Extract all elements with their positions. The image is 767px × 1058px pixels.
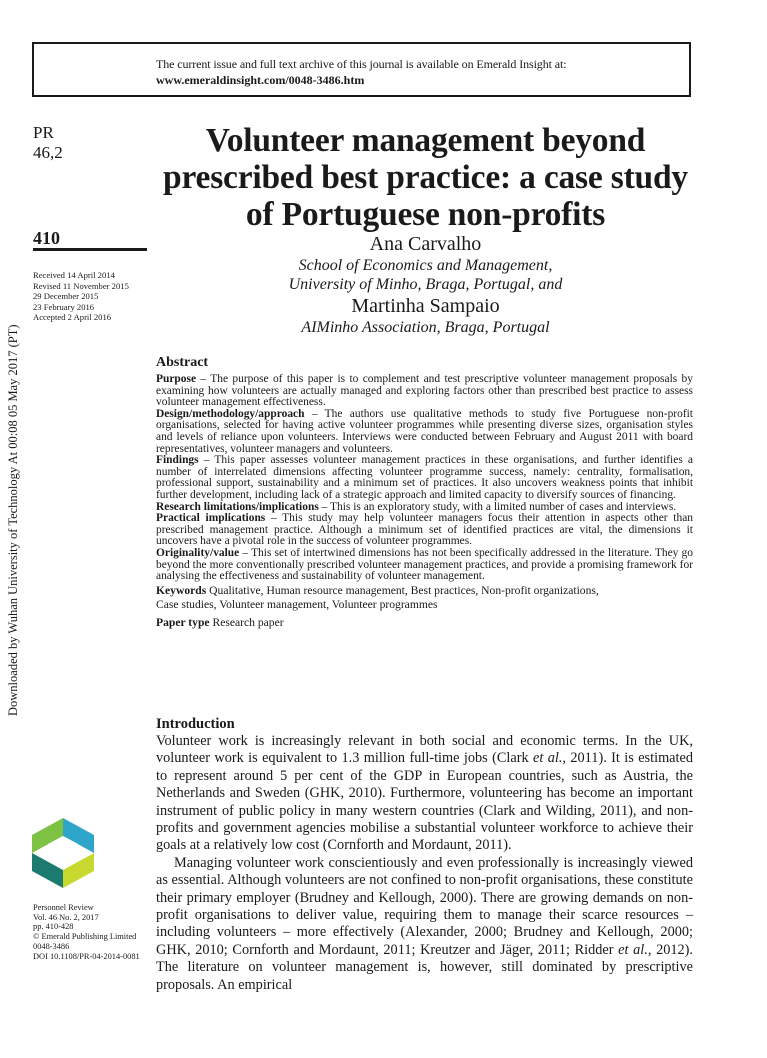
- purpose-label: Purpose: [156, 373, 197, 385]
- intro-p1-text-b: , 2011). It is estimated to represent around 5 per cent of the GDP in European countries, such as Austria, the Netherlands and Sweden (GHK, 2010). Furthermore, volunteering has become an important instrument of public policy in many western countries (Clark and Wilding, 2011), and non-profits and government agencies mobilise a substantial volunteer workforce to achieve their goals at a relatively low cost (Cornforth and Mordaunt, 2011).: [156, 750, 693, 854]
- intro-p2-text-a: Managing volunteer work conscientiously and even professionally is increasingly viewed as essential. Although volunteers are not confined to non-profit organisations, these constitute their primary employer (Brudney and Kellough, 2000). There are growing demands on non-profit organisations to deliver value, requiring them to manage their scarce resources – including volunteers – more effectively (Alexander, 2000; Brudney and Kellough, 2000; GHK, 2010; Cornforth and Mordaunt, 2011; Kreutzer and Jäger, 2011; Ridder: [156, 854, 693, 958]
- introduction-section: [156, 715, 693, 994]
- originality-text: – This set of intertwined dimensions has not been specifically addressed in the literature. They go beyond the more conventionally prescribed volunteer management practices, and provide a promising framework for analysing the effectiveness and sustainability of volunteer management.: [156, 546, 693, 583]
- meta-pages: pp. 410-428: [33, 922, 74, 932]
- findings-label: Findings: [156, 454, 199, 467]
- paper-type-label: Paper type: [156, 616, 210, 630]
- meta-journal-name: Personnel Review: [33, 903, 94, 912]
- keywords-line-1: Qualitative, Human resource management, Best practices, Non-profit organizations,: [206, 583, 599, 597]
- journal-meta: [33, 903, 140, 961]
- purpose-text: – The purpose of this paper is to complement and test prescriptive volunteer management proposals by examining how volunteers are actually managed and exploring factors other than prescribed best practice to assess volunteer management effectiveness.: [156, 373, 693, 409]
- intro-paragraph-1: [156, 733, 693, 855]
- keywords-line-2: Case studies, Volunteer management, Volunteer programmes: [156, 597, 438, 611]
- publisher-logo-icon: [32, 818, 94, 888]
- date-revised-2: 29 December 2015: [33, 291, 99, 301]
- meta-doi: DOI 10.1108/PR-04-2014-0081: [33, 951, 140, 961]
- intro-p2-etal: et al.: [618, 941, 648, 958]
- date-accepted: Accepted 2 April 2016: [33, 312, 112, 322]
- date-revised-3: 23 February 2016: [33, 301, 95, 312]
- design-text: – The authors use qualitative methods to study five Portuguese non-profit organisations, selected for having active volunteer programmes while presenting diverse sizes, organisation styles and levels of reliance upon volunteers. Interviews were conducted between February and August 2011 with board representatives, volunteer managers and volunteers.: [156, 407, 693, 455]
- abstract-practical: [156, 513, 693, 548]
- author-name-1: Ana Carvalho: [369, 233, 482, 255]
- intro-p2-text-b: , 2012). The literature on volunteer management is, however, still dominated by prescriptive proposals. An empirical: [156, 941, 694, 993]
- keywords-label: Keywords: [156, 583, 207, 597]
- journal-volume: 46,2: [33, 143, 63, 162]
- abstract-design: [156, 409, 693, 455]
- intro-paragraph-2: [156, 855, 693, 994]
- access-notice: The current issue and full text archive of this journal is available on Emerald Insight at:: [156, 57, 567, 71]
- paper-type-value: Research paper: [209, 616, 284, 630]
- submission-dates: [33, 270, 129, 323]
- date-received: Received 14 April 2014: [33, 270, 115, 280]
- download-watermark: Downloaded by Wuhan University of Technology At 00:08 05 May 2017 (PT): [6, 324, 20, 716]
- author-affiliation-1b: University of Minho, Braga, Portugal, and: [288, 276, 563, 293]
- intro-p1-etal: et al.: [533, 750, 563, 767]
- findings-text: – This paper assesses volunteer management practices in these organisations, and further identifies a number of interrelated dimensions affecting volunteer programme success, namely: centrality, formalisation, professional support, sustainability and a minimum set of practices. It also uncovers weakness points that inhibit further development, including lack of a strategic approach and limited capacity to diversify sources of financing.: [156, 454, 693, 501]
- limitations-label: Research limitations/implications: [156, 500, 319, 513]
- abstract-section: [156, 354, 693, 630]
- author-affiliation-1a: School of Economics and Management,: [298, 257, 553, 274]
- page-number: 410: [33, 228, 60, 248]
- introduction-heading: Introduction: [156, 716, 235, 732]
- journal-url-link[interactable]: www.emeraldinsight.com/0048-3486.htm: [156, 73, 365, 87]
- design-label: Design/methodology/approach: [156, 407, 305, 420]
- article-title: Volunteer management beyond prescribed best practice: a case study of Portuguese non-profits: [163, 122, 688, 233]
- date-revised: Revised 11 November 2015: [33, 280, 129, 291]
- journal-code-block: [33, 123, 63, 163]
- limitations-text: – This is an exploratory study, with a limited number of cases and interviews.: [318, 500, 677, 513]
- journal-access-box: [32, 42, 691, 97]
- keywords: [156, 584, 693, 613]
- abstract-findings: [156, 455, 693, 501]
- originality-label: Originality/value: [156, 546, 240, 559]
- intro-p1-text-a: Volunteer work is increasingly relevant in both social and economic terms. In the UK, volunteer work is equivalent to 1.3 million full-time jobs (Clark: [156, 733, 693, 767]
- meta-issn: 0048-3486: [33, 941, 70, 951]
- abstract-heading: Abstract: [156, 355, 209, 370]
- paper-type: [156, 616, 693, 630]
- author-block: [160, 232, 691, 337]
- author-affiliation-2: AIMinho Association, Braga, Portugal: [301, 319, 550, 336]
- journal-code: PR: [33, 123, 54, 142]
- page-number-rule: [33, 248, 147, 251]
- abstract-originality: [156, 548, 693, 583]
- meta-volume: Vol. 46 No. 2, 2017: [33, 912, 99, 922]
- abstract-purpose: [156, 374, 693, 409]
- practical-label: Practical implications: [156, 512, 266, 525]
- meta-copyright: © Emerald Publishing Limited: [33, 932, 137, 942]
- practical-text: – This study may help volunteer managers focus their attention in aspects other than prescribed management practice. Although a minimum set of identified practices are vital, the dimensions it uncovers have a pivotal role in the success of volunteer programmes.: [156, 512, 693, 548]
- author-name-2: Martinha Sampaio: [351, 295, 500, 317]
